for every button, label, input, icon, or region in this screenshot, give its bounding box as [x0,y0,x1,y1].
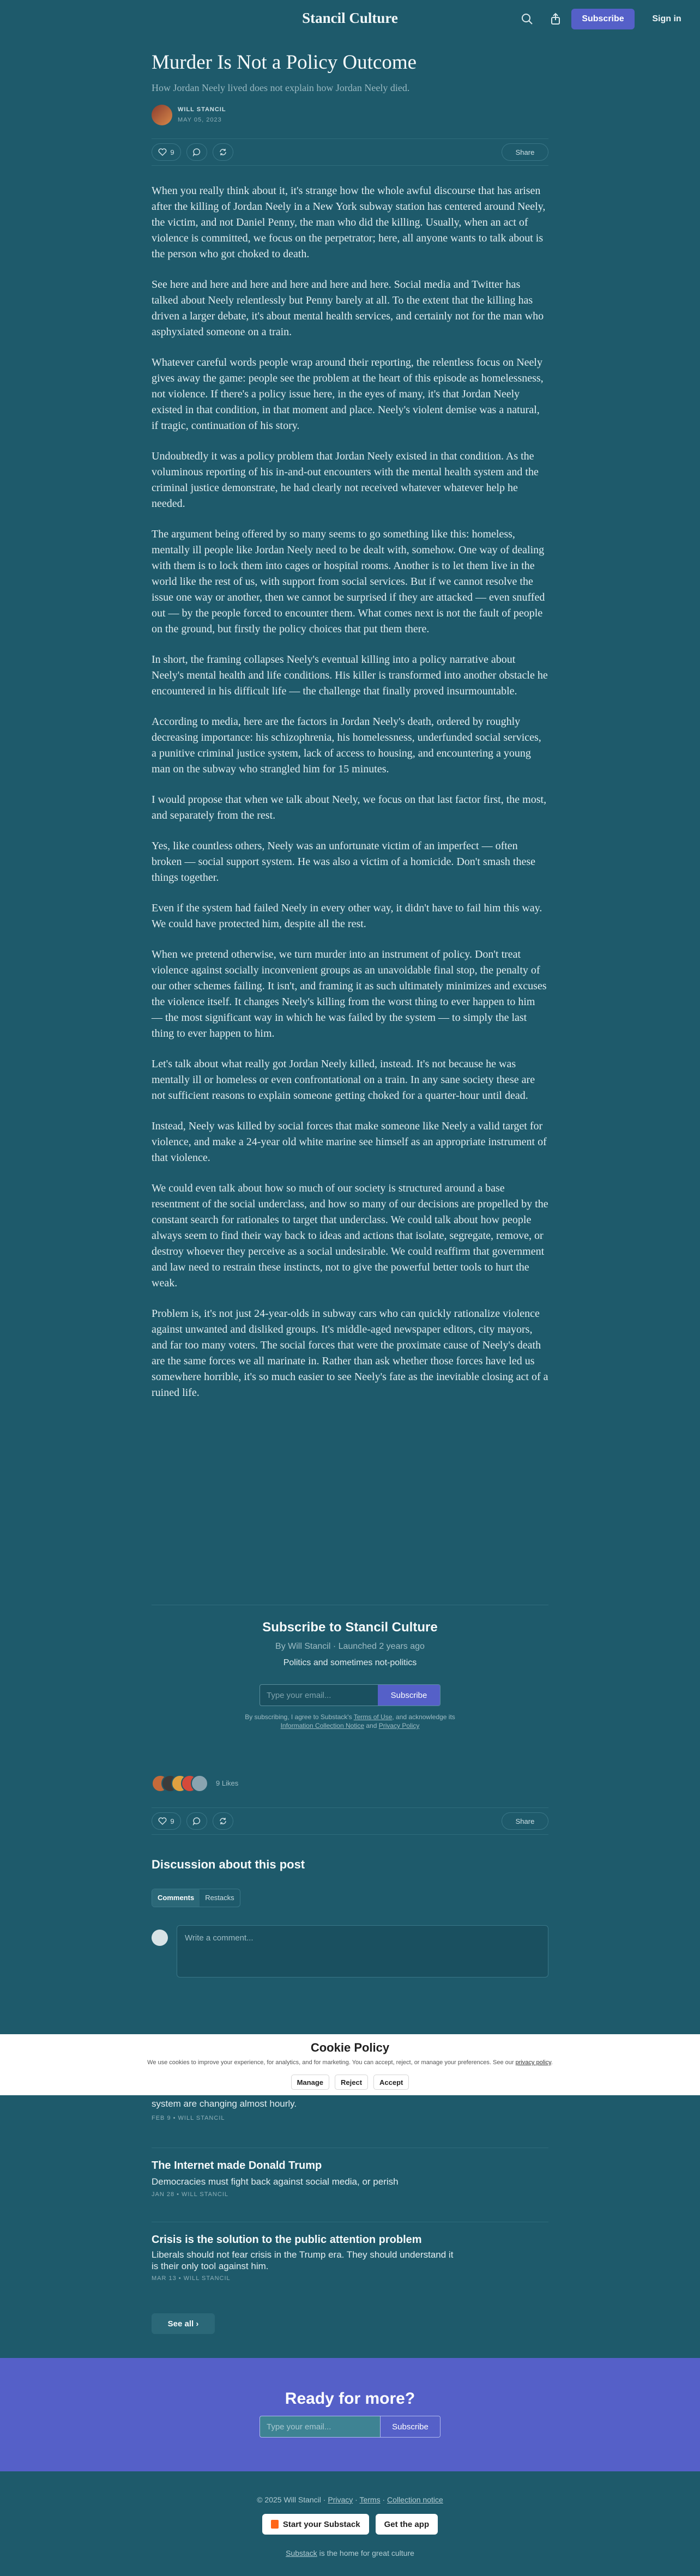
heart-icon [158,148,167,156]
footer-links: © 2025 Will Stancil · Privacy · Terms · Collection notice [257,2495,443,2504]
post-preview-meta: JAN 28 • WILL STANCIL [152,2191,228,2198]
avatar [191,1775,208,1792]
cookie-buttons [0,2075,700,2090]
privacy-policy-link[interactable]: Privacy Policy [378,1722,420,1730]
restack-icon [219,148,227,156]
copyright: © 2025 Will Stancil [257,2495,321,2504]
paragraph: Problem is, it's not just 24-year-olds in subway cars who can quickly rationalize violence against unwanted and disliked groups. It's middle-aged newspaper editors, city mayors, and far too many voters. The social forces that were the proximate cause of Neely's death are the same forces we all marinate in. Rather than ask whether those forces have led us somewhere horrible, it's so much easier to see Neely's fate as the inevitable closing act of a ruined life. [152,1308,548,1399]
paragraph: See here and here and here and here and here and here. Social media and Twitter has talked about Neely relentlessly but Penny barely at all. To the extent that the killing has driven a larger debate, it's about mental health services, and certainly not for the man who asphyxiated someone on a train. [152,279,544,338]
cookie-privacy-link[interactable]: privacy policy [515,2059,551,2066]
collection-notice-link[interactable]: Information Collection Notice [280,1722,364,1730]
cookie-accept-button[interactable]: Accept [373,2075,409,2090]
restack-icon [219,1817,227,1825]
comment-button[interactable] [186,1812,207,1830]
substack-link[interactable]: Substack [286,2549,317,2557]
comment-icon [192,1817,201,1825]
like-button[interactable] [152,1812,181,1830]
post-subtitle: How Jordan Neely lived does not explain how Jordan Neely died. [152,82,410,93]
paragraph: Instead, Neely was killed by social forces that make someone like Neely a valid target for violence, and make a 24-year old white marine see himself as an appropriate instrument of that violence. [152,1120,547,1164]
tab-comments[interactable]: Comments [152,1889,200,1907]
post-preview-subtitle[interactable]: Democracies must fight back against social media, or perish [152,2176,399,2187]
comment-input[interactable]: Write a comment... [177,1925,548,1978]
subscribe-button[interactable]: Subscribe [571,9,635,29]
subscribe-form [260,1684,440,1706]
ready-email-input[interactable] [260,2416,378,2437]
tab-restacks[interactable]: Restacks [205,1894,234,1902]
footer-terms-link[interactable]: Terms [359,2495,381,2504]
subscribe-box-byline: By Will Stancil · Launched 2 years ago [275,1642,425,1651]
cookie-banner [0,2034,700,2095]
restack-button[interactable] [213,1812,233,1830]
paragraph: When we pretend otherwise, we turn murder into an instrument of policy. Don't treat violence against socially inconvenient groups as an unavoidable final stop, the penalty of our other schemes failing. It isn't, and framing it as such ultimately minimizes and excuses the violence itself. It changes Neely's killing from the worst thing to ever happen to him — the most significant way in which he was failed by the system — to simply the last thing to ever happen to him. [152,948,547,1039]
like-button[interactable] [152,143,181,161]
substack-logo-icon [271,2520,279,2529]
paragraph: Undoubtedly it was a policy problem that Jordan Neely existed in that condition. As the voluminous reporting of his in-and-out encounters with the mental health system and the criminal justice demonstrate, he had clearly not received whatever whatever help he needed. [152,450,539,510]
avatar [152,1930,168,1946]
cookie-text: We use cookies to improve your experience, for analytics, and for marketing. You can accept, reject, or manage your preferences. See our privacy policy. [147,2059,553,2066]
cookie-manage-button[interactable]: Manage [291,2075,329,2090]
comment-icon [192,148,201,156]
subscribe-consent: By subscribing, I agree to Substack's Terms of Use, and acknowledge its Information Collection Notice and Privacy Policy [245,1713,455,1730]
post-preview-subtitle[interactable]: system are changing almost hourly. [152,2099,297,2109]
post-preview-title[interactable]: Crisis is the solution to the public attention problem [152,2234,422,2246]
cookie-title: Cookie Policy [310,2041,390,2054]
site-title[interactable]: Stancil Culture [302,10,398,26]
post-date: MAY 05, 2023 [178,117,222,123]
paragraph: When you really think about it, it's strange how the whole awful discourse that has arisen after the killing of Jordan Neely in a New York subway station has centered around Neely, the victim, and not Daniel Penny, the man who did the killing. Usually, when an act of violence is committed, we focus on the perpetrator; here, all anyone wants to talk about is the person who got choked to death. [152,185,546,260]
discussion-title: Discussion about this post [152,1858,305,1871]
paragraph: The argument being offered by so many seems to go something like this: homeless, mentally ill people like Jordan Neely need to be dealt with, somehow. One way of dealing with them is to lock them into cages or hospital rooms. Another is to let them live in the world like the rest of us, with support from social services. But if we cannot resolve the issue one way or another, then we cannot be surprised if they are attacked — even snuffed out — by the people forced to encounter them. What comes next is not the fault of people on the ground, but firstly the policy choices that put them there. [152,528,545,635]
footer-buttons [0,2514,700,2535]
paragraph: We could even talk about how so much of our society is structured around a base resentment of the social underclass, and how so many of our decisions are propelled by the constant search for rationales to target that underclass. We could talk about how people always seem to find their way back to ideas and actions that isolate, segregate, remove, or destroy whoever they perceive as a social undesirable. We could reaffirm that government and law need to restrain these instincts, not to give the powerful better tools to hurt the weak. [152,1182,548,1289]
see-all-button[interactable]: See all › [152,2313,215,2334]
start-substack-button[interactable]: Start your Substack [262,2514,369,2535]
subscribe-submit-button[interactable]: Subscribe [378,1685,440,1706]
like-count: 9 [170,148,174,156]
ready-section [0,2358,700,2471]
share-button[interactable]: Share [502,143,548,161]
post-preview-meta: FEB 9 • WILL STANCIL [152,2115,225,2121]
heart-icon [158,1817,167,1825]
author-avatar[interactable] [152,105,172,125]
cookie-reject-button[interactable]: Reject [335,2075,368,2090]
ready-subscribe-button[interactable]: Subscribe [380,2416,440,2437]
chevron-right-icon: › [196,2319,199,2329]
footer-collection-notice-link[interactable]: Collection notice [387,2495,443,2504]
paragraph: In short, the framing collapses Neely's eventual killing into a policy narrative about Neely's mental health and life conditions. His killer is transformed into another obstacle he encountered in his difficult life — the challenge that finally proved insurmountable. [152,654,548,697]
terms-link[interactable]: Terms of Use [353,1713,393,1721]
search-icon[interactable] [519,11,535,27]
like-count: 9 [170,1817,174,1825]
author-name[interactable]: WILL STANCIL [178,106,226,113]
likes-count[interactable]: 9 Likes [216,1779,239,1787]
post-title: Murder Is Not a Policy Outcome [152,51,417,74]
paragraph: Even if the system had failed Neely in every other way, it didn't have to fail him this way. We could have protected him, despite all the rest. [152,902,542,930]
paragraph: Let's talk about what really got Jordan Neely killed, instead. It's not because he was mentally ill or homeless or even confrontational on a train. In any sane society these are not sufficient reasons to explain someone getting choked for a quarter-hour until dead. [152,1058,535,1102]
paragraph: According to media, here are the factors in Jordan Neely's death, ordered by roughly decreasing importance: his schizophrenia, his homelessness, underfunded social services, a punitive criminal justice system, lack of access to housing, and encountering a young man on the subway who strangled him for 15 minutes. [152,716,541,775]
comment-button[interactable] [186,143,207,161]
footer-privacy-link[interactable]: Privacy [328,2495,353,2504]
article-body [152,183,548,1416]
get-app-button[interactable]: Get the app [376,2514,438,2535]
paragraph: Whatever careful words people wrap around their reporting, the relentless focus on Neely gives away the game: people see the problem at the heart of this episode as homelessness, not violence. If there's a policy issue here, in the eyes of many, it's that Jordan Neely existed in that condition, in that moment and place. Neely's violent demise was a natural, if tragic, continuation of his story. [152,356,544,432]
paragraph: I would propose that when we talk about Neely, we focus on that last factor first, the most, and separately from the rest. [152,794,547,821]
top-bar [0,0,700,38]
discussion-tabs [152,1889,240,1907]
share-icon[interactable] [547,11,564,27]
share-button[interactable]: Share [502,1812,548,1830]
paragraph: Yes, like countless others, Neely was an unfortunate victim of an imperfect — often broken — social support system. He was also a victim of a homicide. Don't smash these things together. [152,840,536,884]
post-preview-title[interactable]: The Internet made Donald Trump [152,2160,322,2172]
post-action-bar [152,138,548,166]
footer-tagline: Substack is the home for great culture [286,2549,414,2557]
subscribe-box-tagline: Politics and sometimes not-politics [283,1658,417,1667]
sign-in-button[interactable]: Sign in [642,9,691,29]
subscribe-box-title: Subscribe to Stancil Culture [262,1620,438,1635]
email-input[interactable] [260,1685,375,1706]
bottom-action-bar [152,1807,548,1835]
restack-button[interactable] [213,143,233,161]
post-preview-meta: MAR 13 • WILL STANCIL [152,2275,231,2282]
post-preview-subtitle[interactable]: Liberals should not fear crisis in the Trump era. They should understand it is their only tool against him. [152,2250,454,2271]
ready-subscribe-form [260,2416,440,2438]
ready-title: Ready for more? [285,2390,415,2408]
